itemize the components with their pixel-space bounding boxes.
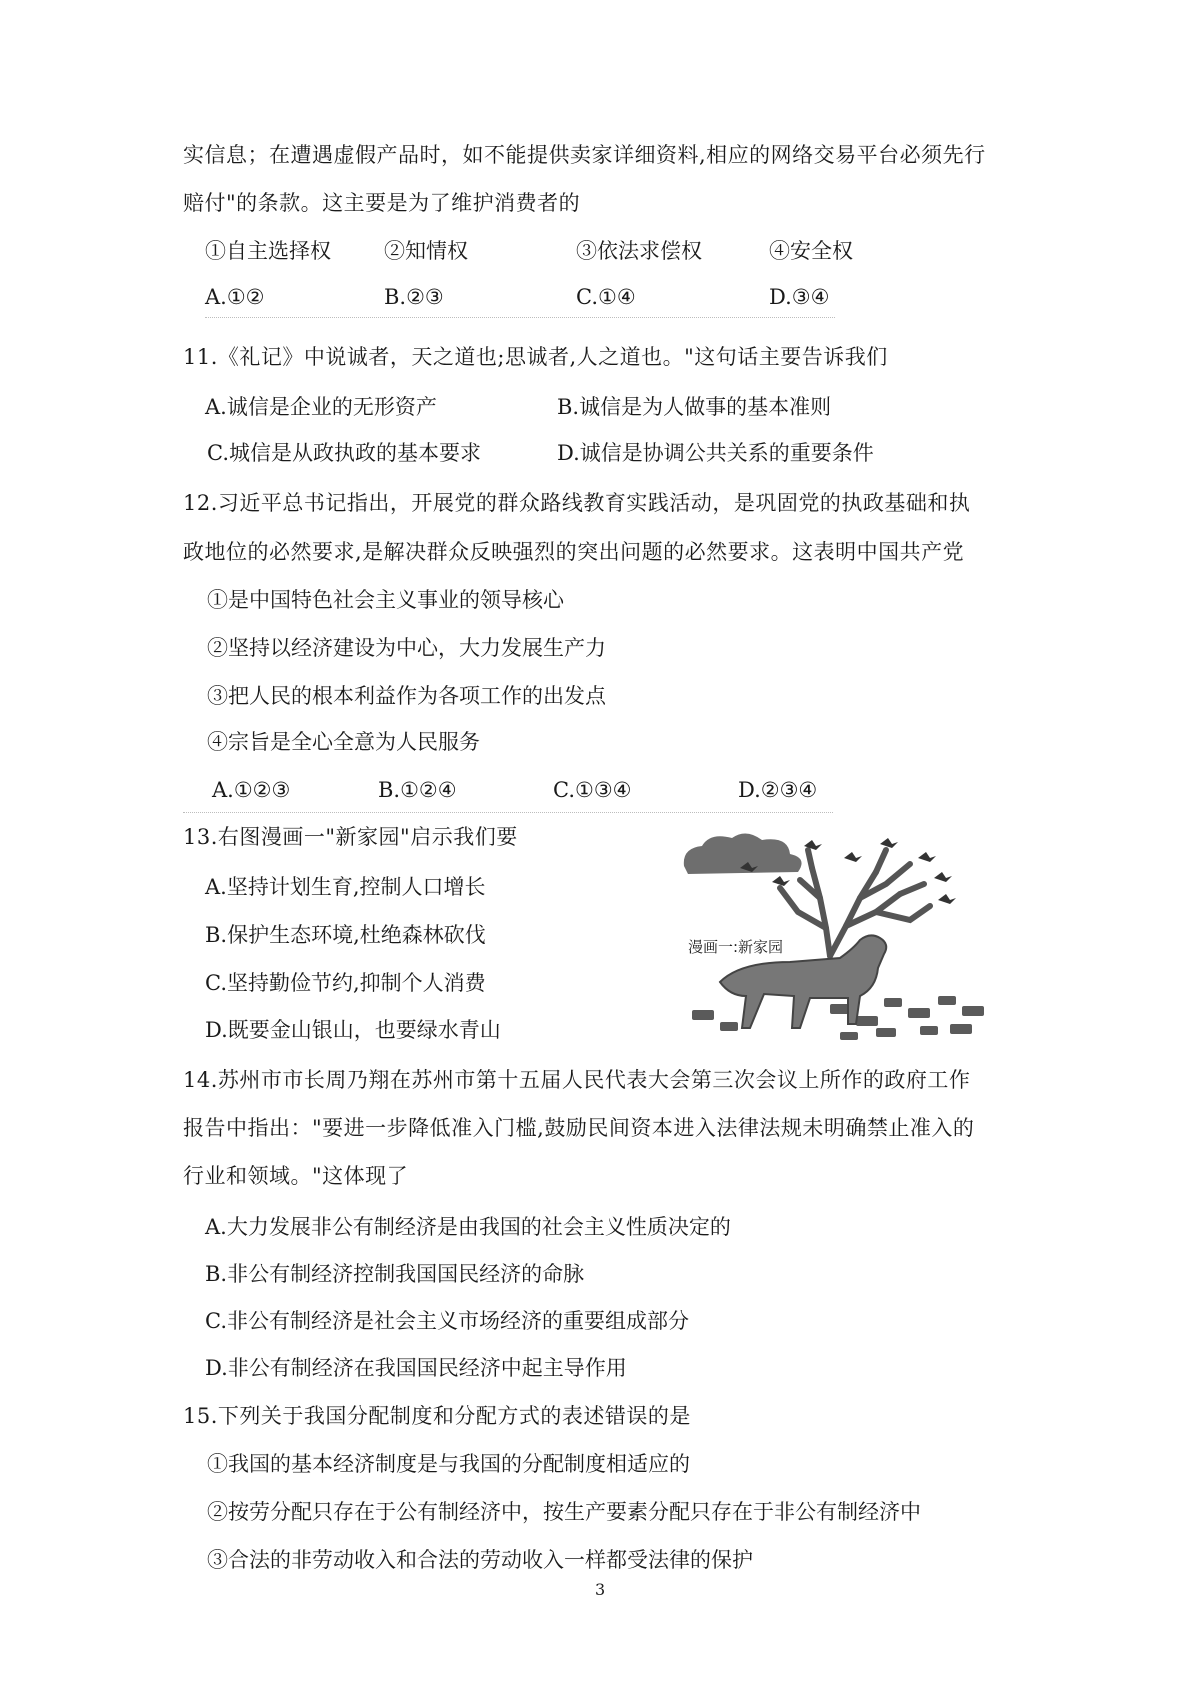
comic-caption: 漫画一:新家园 bbox=[688, 938, 784, 956]
q10-option-d: D.③④ bbox=[769, 285, 830, 309]
q15-item-2: ②按劳分配只存在于公有制经济中，按生产要素分配只存在于非公有制经济中 bbox=[207, 1500, 921, 1524]
q14-option-c: C.非公有制经济是社会主义市场经济的重要组成部分 bbox=[205, 1309, 689, 1333]
q10-item-1: ①自主选择权 bbox=[205, 239, 331, 263]
q15-item-3: ③合法的非劳动收入和合法的劳动收入一样都受法律的保护 bbox=[207, 1548, 753, 1572]
q11-option-d: D.诚信是协调公共关系的重要条件 bbox=[557, 441, 874, 465]
q12-line-1: 12.习近平总书记指出，开展党的群众路线教育实践活动，是巩固党的执政基础和执 bbox=[183, 491, 971, 515]
q15-item-1: ①我国的基本经济制度是与我国的分配制度相适应的 bbox=[207, 1452, 690, 1476]
q13-option-d: D.既要金山银山，也要绿水青山 bbox=[205, 1018, 501, 1042]
q12-item-2: ②坚持以经济建设为中心，大力发展生产力 bbox=[207, 636, 606, 660]
q12-option-c: C.①③④ bbox=[553, 778, 632, 802]
dotted-rule bbox=[205, 317, 835, 318]
q14-option-d: D.非公有制经济在我国国民经济中起主导作用 bbox=[205, 1356, 627, 1380]
q14-option-b: B.非公有制经济控制我国国民经济的命脉 bbox=[205, 1262, 585, 1286]
q12-item-4: ④宗旨是全心全意为人民服务 bbox=[207, 730, 480, 754]
q12-item-3: ③把人民的根本利益作为各项工作的出发点 bbox=[207, 684, 606, 708]
page-number: 3 bbox=[595, 1580, 606, 1599]
q11-option-a: A.诚信是企业的无形资产 bbox=[205, 395, 437, 419]
q11-option-c: C.城信是从政执政的基本要求 bbox=[207, 441, 481, 465]
q13-option-c: C.坚持勤俭节约,抑制个人消费 bbox=[205, 971, 486, 995]
q10-line-2: 赔付"的条款。这主要是为了维护消费者的 bbox=[183, 191, 581, 215]
q12-option-b: B.①②④ bbox=[378, 778, 457, 802]
q14-line-3: 行业和领域。"这体现了 bbox=[183, 1164, 409, 1188]
q13-stem: 13.右图漫画一"新家园"启示我们要 bbox=[183, 825, 518, 849]
q12-line-2: 政地位的必然要求,是解决群众反映强烈的突出问题的必然要求。这表明中国共产党 bbox=[183, 540, 965, 564]
antler-branches bbox=[780, 850, 930, 956]
q13-option-b: B.保护生态环境,杜绝森林砍伐 bbox=[205, 923, 486, 947]
q13-option-a: A.坚持计划生育,控制人口增长 bbox=[205, 875, 486, 899]
q12-option-d: D.②③④ bbox=[738, 778, 818, 802]
dotted-rule bbox=[183, 812, 833, 813]
q14-line-2: 报告中指出："要进一步降低准入门槛,鼓励民间资本进入法律法规未明确禁止准入的 bbox=[183, 1116, 975, 1140]
q10-line-1: 实信息；在遭遇虚假产品时，如不能提供卖家详细资料,相应的网络交易平台必须先行 bbox=[183, 143, 986, 167]
q10-option-c: C.①④ bbox=[576, 285, 636, 309]
q10-item-4: ④安全权 bbox=[769, 239, 853, 263]
q10-item-2: ②知情权 bbox=[384, 239, 468, 263]
q11-option-b: B.诚信是为人做事的基本准则 bbox=[557, 395, 832, 419]
q14-option-a: A.大力发展非公有制经济是由我国的社会主义性质决定的 bbox=[205, 1215, 731, 1239]
ground-stumps bbox=[692, 996, 984, 1040]
q12-item-1: ①是中国特色社会主义事业的领导核心 bbox=[207, 588, 564, 612]
comic-new-home-illustration bbox=[680, 828, 1000, 1050]
q10-option-b: B.②③ bbox=[384, 285, 444, 309]
q14-line-1: 14.苏州市市长周乃翔在苏州市第十五届人民代表大会第三次会议上所作的政府工作 bbox=[183, 1068, 971, 1092]
q12-option-a: A.①②③ bbox=[212, 778, 291, 802]
q15-stem: 15.下列关于我国分配制度和分配方式的表述错误的是 bbox=[183, 1404, 691, 1428]
q10-item-3: ③依法求偿权 bbox=[576, 239, 702, 263]
q11-stem: 11.《礼记》中说诚者，天之道也;思诚者,人之道也。"这句话主要告诉我们 bbox=[183, 345, 888, 369]
q10-option-a: A.①② bbox=[205, 285, 265, 309]
